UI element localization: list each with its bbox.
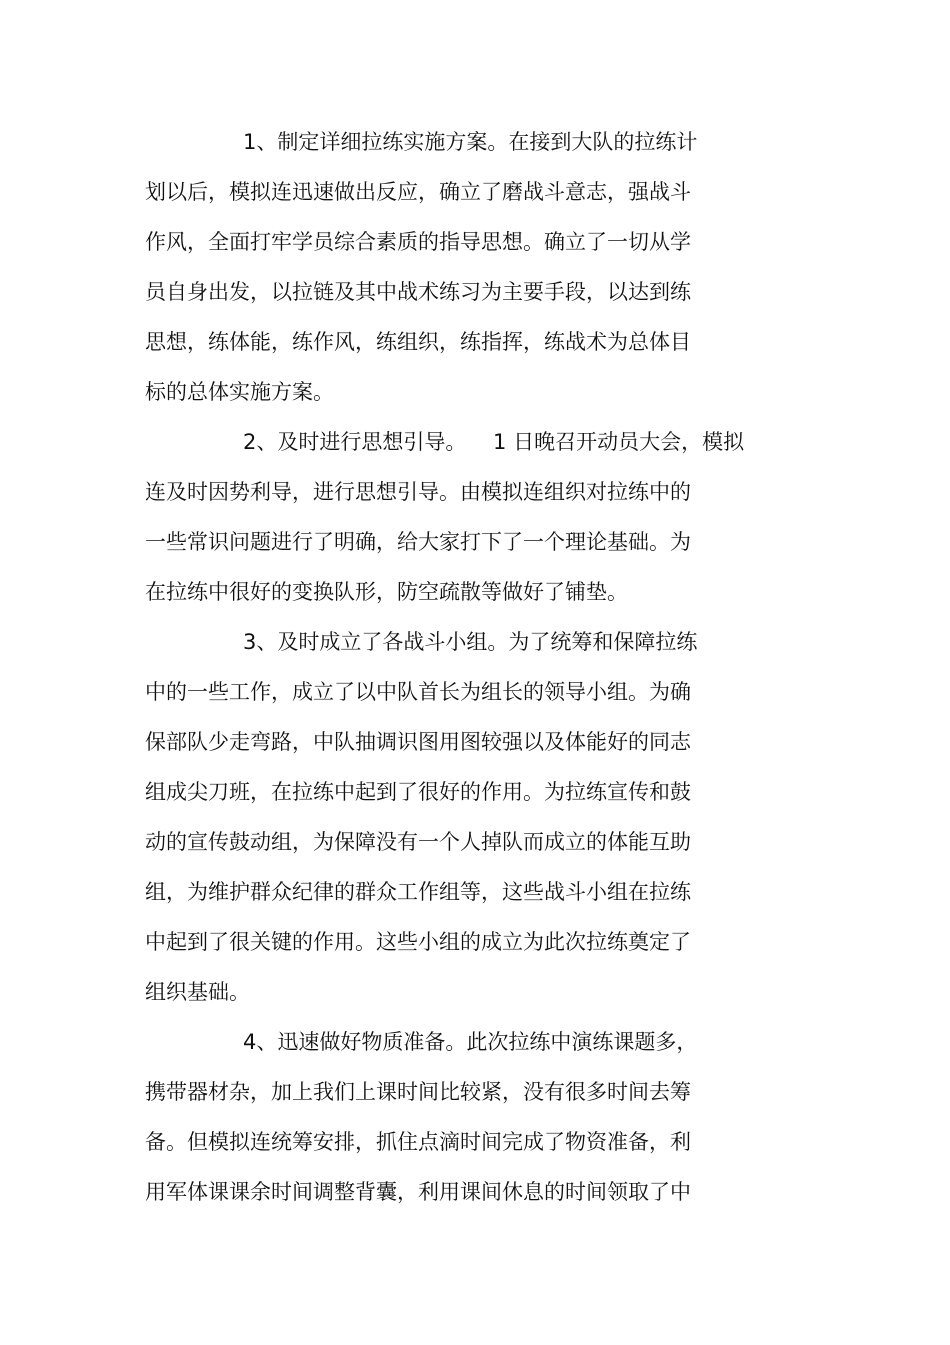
paragraph-3-line-5: 动的宣传鼓动组，为保障没有一个人掉队而成立的体能互助 bbox=[145, 830, 691, 854]
paragraph-2-line-3: 一些常识问题进行了明确，给大家打下了一个理论基础。为 bbox=[145, 530, 691, 554]
paragraph-3-line-4: 组成尖刀班，在拉练中起到了很好的作用。为拉练宣传和鼓 bbox=[145, 780, 691, 804]
paragraph-1-line-1: 1、制定详细拉练实施方案。在接到大队的拉练计 bbox=[243, 130, 698, 154]
paragraph-1-line-3: 作风，全面打牢学员综合素质的指导思想。确立了一切从学 bbox=[145, 230, 691, 254]
paragraph-1-line-4: 员自身出发，以拉链及其中战术练习为主要手段，以达到练 bbox=[145, 280, 691, 304]
paragraph-3-line-6: 组，为维护群众纪律的群众工作组等，这些战斗小组在拉练 bbox=[145, 880, 691, 904]
paragraph-3-line-8: 组织基础。 bbox=[145, 980, 250, 1004]
paragraph-4-line-3: 备。但模拟连统筹安排，抓住点滴时间完成了物资准备，利 bbox=[145, 1130, 691, 1154]
paragraph-1-line-5: 思想，练体能，练作风，练组织，练指挥，练战术为总体目 bbox=[145, 330, 691, 354]
paragraph-1-line-2: 划以后，模拟连迅速做出反应，确立了磨战斗意志，强战斗 bbox=[145, 180, 691, 204]
paragraph-2-line-2: 连及时因势利导，进行思想引导。由模拟连组织对拉练中的 bbox=[145, 480, 691, 504]
paragraph-3-line-3: 保部队少走弯路，中队抽调识图用图较强以及体能好的同志 bbox=[145, 730, 691, 754]
paragraph-4-line-1: 4、迅速做好物质准备。此次拉练中演练课题多， bbox=[243, 1030, 698, 1054]
paragraph-3-line-7: 中起到了很关键的作用。这些小组的成立为此次拉练奠定了 bbox=[145, 930, 691, 954]
paragraph-4-line-4: 用军体课课余时间调整背囊，利用课间休息的时间领取了中 bbox=[145, 1180, 691, 1204]
paragraph-2-line-4: 在拉练中很好的变换队形，防空疏散等做好了铺垫。 bbox=[145, 580, 628, 604]
paragraph-3-line-1: 3、及时成立了各战斗小组。为了统筹和保障拉练 bbox=[243, 630, 698, 654]
paragraph-4-line-2: 携带器材杂，加上我们上课时间比较紧，没有很多时间去筹 bbox=[145, 1080, 691, 1104]
paragraph-3-line-2: 中的一些工作，成立了以中队首长为组长的领导小组。为确 bbox=[145, 680, 691, 704]
paragraph-2-line-1: 2、及时进行思想引导。 1 日晚召开动员大会，模拟 bbox=[243, 430, 745, 454]
paragraph-1-line-6: 标的总体实施方案。 bbox=[145, 380, 334, 404]
